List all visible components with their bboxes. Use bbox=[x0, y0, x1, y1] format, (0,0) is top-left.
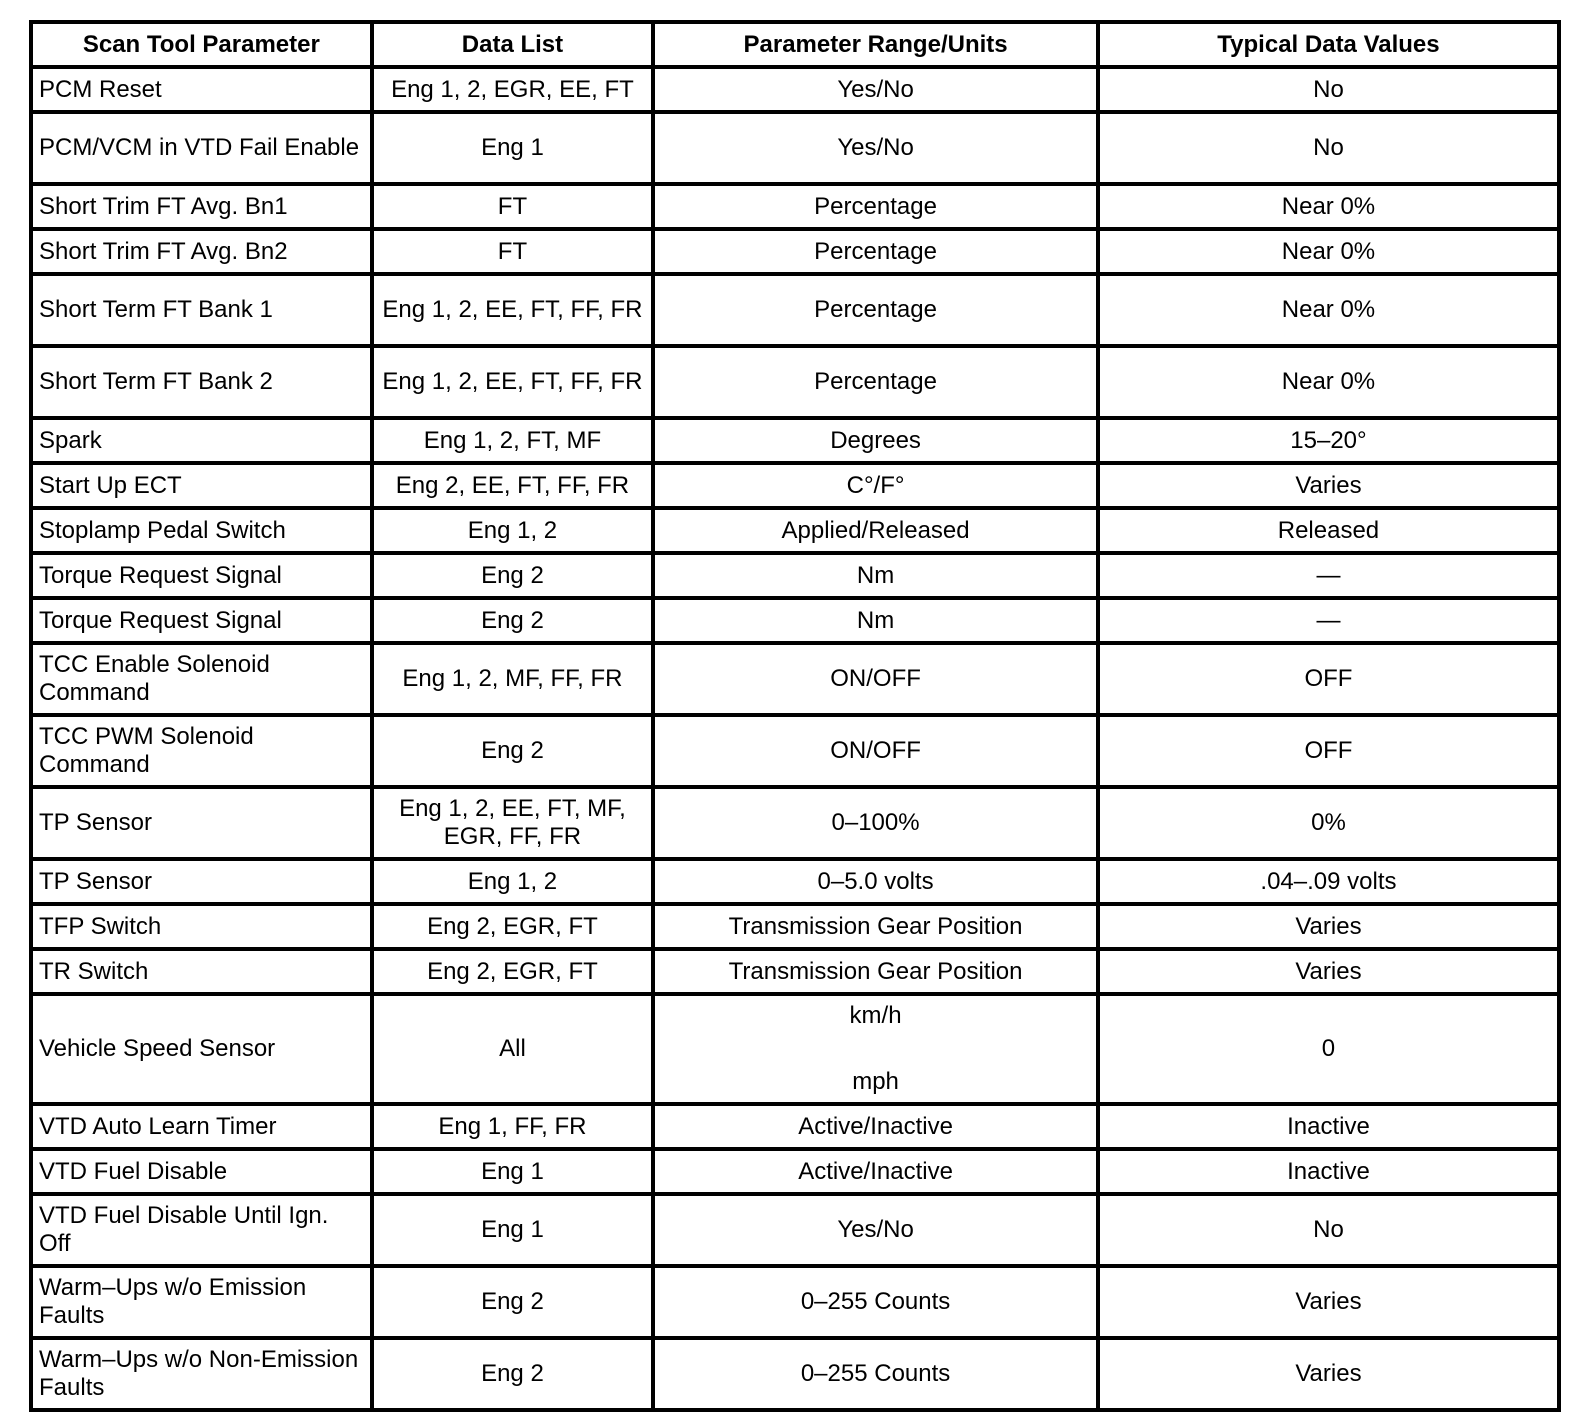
cell-range: 0–255 Counts bbox=[653, 1338, 1098, 1410]
header-data-list: Data List bbox=[372, 22, 654, 67]
cell-range: Yes/No bbox=[653, 1194, 1098, 1266]
cell-data-list: Eng 2 bbox=[372, 598, 654, 643]
cell-data-list: All bbox=[372, 994, 654, 1104]
table-row bbox=[31, 112, 1559, 184]
cell-typical: Inactive bbox=[1098, 1149, 1559, 1194]
cell-range: 0–100% bbox=[653, 787, 1098, 859]
cell-range: Percentage bbox=[653, 274, 1098, 346]
cell-typical: 0% bbox=[1098, 787, 1559, 859]
cell-parameter: Short Term FT Bank 1 bbox=[31, 274, 372, 346]
cell-range: ON/OFF bbox=[653, 715, 1098, 787]
cell-data-list: Eng 1, 2, EGR, EE, FT bbox=[372, 67, 654, 112]
cell-data-list: Eng 1, 2, MF, FF, FR bbox=[372, 643, 654, 715]
table-row bbox=[31, 418, 1559, 463]
cell-range: Percentage bbox=[653, 229, 1098, 274]
cell-parameter: TP Sensor bbox=[31, 787, 372, 859]
cell-typical: Near 0% bbox=[1098, 274, 1559, 346]
cell-parameter: Start Up ECT bbox=[31, 463, 372, 508]
cell-range: ON/OFF bbox=[653, 643, 1098, 715]
table-row bbox=[31, 715, 1559, 787]
cell-typical: No bbox=[1098, 67, 1559, 112]
cell-range: Nm bbox=[653, 553, 1098, 598]
table-row bbox=[31, 508, 1559, 553]
cell-range: Percentage bbox=[653, 346, 1098, 418]
cell-range bbox=[653, 994, 1098, 1104]
cell-data-list: Eng 1, 2, EE, FT, MF, EGR, FF, FR bbox=[372, 787, 654, 859]
cell-range: Applied/Released bbox=[653, 508, 1098, 553]
table-row bbox=[31, 463, 1559, 508]
cell-parameter: Torque Request Signal bbox=[31, 553, 372, 598]
table-row bbox=[31, 643, 1559, 715]
cell-typical: OFF bbox=[1098, 715, 1559, 787]
table-row bbox=[31, 859, 1559, 904]
cell-range: 0–5.0 volts bbox=[653, 859, 1098, 904]
cell-data-list: Eng 1, 2, EE, FT, FF, FR bbox=[372, 346, 654, 418]
cell-range: Transmission Gear Position bbox=[653, 949, 1098, 994]
cell-typical: Varies bbox=[1098, 463, 1559, 508]
cell-parameter: Warm–Ups w/o Emission Faults bbox=[31, 1266, 372, 1338]
header-parameter: Scan Tool Parameter bbox=[31, 22, 372, 67]
cell-typical: Varies bbox=[1098, 1266, 1559, 1338]
cell-parameter: PCM/VCM in VTD Fail Enable bbox=[31, 112, 372, 184]
cell-parameter: Short Trim FT Avg. Bn2 bbox=[31, 229, 372, 274]
table-row bbox=[31, 346, 1559, 418]
cell-range: Yes/No bbox=[653, 67, 1098, 112]
cell-range: C°/F° bbox=[653, 463, 1098, 508]
cell-data-list: FT bbox=[372, 229, 654, 274]
header-typical-values: Typical Data Values bbox=[1098, 22, 1559, 67]
cell-parameter: Torque Request Signal bbox=[31, 598, 372, 643]
cell-typical: Near 0% bbox=[1098, 184, 1559, 229]
cell-range: Transmission Gear Position bbox=[653, 904, 1098, 949]
cell-typical: — bbox=[1098, 598, 1559, 643]
cell-typical: 0 bbox=[1098, 994, 1559, 1104]
cell-parameter: VTD Fuel Disable Until Ign. Off bbox=[31, 1194, 372, 1266]
table-row bbox=[31, 553, 1559, 598]
cell-data-list: Eng 2 bbox=[372, 715, 654, 787]
cell-data-list: Eng 1, 2, EE, FT, FF, FR bbox=[372, 274, 654, 346]
cell-typical: No bbox=[1098, 1194, 1559, 1266]
cell-data-list: Eng 2 bbox=[372, 553, 654, 598]
cell-range: 0–255 Counts bbox=[653, 1266, 1098, 1338]
range-line-2: mph bbox=[852, 1068, 899, 1095]
cell-parameter: Short Term FT Bank 2 bbox=[31, 346, 372, 418]
cell-data-list: Eng 2 bbox=[372, 1266, 654, 1338]
cell-parameter: Short Trim FT Avg. Bn1 bbox=[31, 184, 372, 229]
cell-data-list: Eng 1, 2 bbox=[372, 859, 654, 904]
cell-parameter: VTD Auto Learn Timer bbox=[31, 1104, 372, 1149]
cell-typical: Near 0% bbox=[1098, 346, 1559, 418]
cell-typical: Near 0% bbox=[1098, 229, 1559, 274]
cell-data-list: Eng 1 bbox=[372, 112, 654, 184]
table-row bbox=[31, 598, 1559, 643]
cell-data-list: Eng 1 bbox=[372, 1194, 654, 1266]
table-row bbox=[31, 904, 1559, 949]
cell-range: Active/Inactive bbox=[653, 1149, 1098, 1194]
range-gap bbox=[661, 1030, 1090, 1068]
table-row bbox=[31, 1149, 1559, 1194]
table-row bbox=[31, 1104, 1559, 1149]
table-row bbox=[31, 1266, 1559, 1338]
cell-range: Degrees bbox=[653, 418, 1098, 463]
cell-parameter: PCM Reset bbox=[31, 67, 372, 112]
cell-parameter: TP Sensor bbox=[31, 859, 372, 904]
scan-tool-parameter-table bbox=[29, 20, 1561, 1412]
table-row bbox=[31, 229, 1559, 274]
cell-typical: — bbox=[1098, 553, 1559, 598]
cell-range: Active/Inactive bbox=[653, 1104, 1098, 1149]
table-row bbox=[31, 274, 1559, 346]
cell-typical: No bbox=[1098, 112, 1559, 184]
header-range-units: Parameter Range/Units bbox=[653, 22, 1098, 67]
range-line-1: km/h bbox=[849, 1002, 902, 1029]
table-row bbox=[31, 67, 1559, 112]
table-row bbox=[31, 949, 1559, 994]
cell-parameter: TCC Enable Solenoid Command bbox=[31, 643, 372, 715]
cell-data-list: Eng 2 bbox=[372, 1338, 654, 1410]
table-row bbox=[31, 787, 1559, 859]
cell-data-list: Eng 2, EE, FT, FF, FR bbox=[372, 463, 654, 508]
cell-range: Yes/No bbox=[653, 112, 1098, 184]
cell-typical: Varies bbox=[1098, 1338, 1559, 1410]
cell-parameter: VTD Fuel Disable bbox=[31, 1149, 372, 1194]
table-row bbox=[31, 184, 1559, 229]
cell-range: Nm bbox=[653, 598, 1098, 643]
cell-data-list: Eng 1, 2, FT, MF bbox=[372, 418, 654, 463]
cell-typical: Released bbox=[1098, 508, 1559, 553]
table-row bbox=[31, 994, 1559, 1104]
header-row bbox=[31, 22, 1559, 67]
cell-typical: 15–20° bbox=[1098, 418, 1559, 463]
cell-data-list: Eng 2, EGR, FT bbox=[372, 949, 654, 994]
cell-typical: .04–.09 volts bbox=[1098, 859, 1559, 904]
cell-parameter: TR Switch bbox=[31, 949, 372, 994]
cell-typical: Varies bbox=[1098, 904, 1559, 949]
cell-parameter: Stoplamp Pedal Switch bbox=[31, 508, 372, 553]
cell-data-list: Eng 2, EGR, FT bbox=[372, 904, 654, 949]
cell-parameter: TCC PWM Solenoid Command bbox=[31, 715, 372, 787]
cell-data-list: Eng 1 bbox=[372, 1149, 654, 1194]
cell-parameter: Spark bbox=[31, 418, 372, 463]
cell-parameter: Warm–Ups w/o Non-Emission Faults bbox=[31, 1338, 372, 1410]
cell-typical: OFF bbox=[1098, 643, 1559, 715]
cell-data-list: Eng 1, FF, FR bbox=[372, 1104, 654, 1149]
table-row bbox=[31, 1194, 1559, 1266]
table-row bbox=[31, 1338, 1559, 1410]
cell-data-list: Eng 1, 2 bbox=[372, 508, 654, 553]
cell-parameter: Vehicle Speed Sensor bbox=[31, 994, 372, 1104]
cell-range: Percentage bbox=[653, 184, 1098, 229]
cell-parameter: TFP Switch bbox=[31, 904, 372, 949]
cell-data-list: FT bbox=[372, 184, 654, 229]
cell-typical: Varies bbox=[1098, 949, 1559, 994]
cell-typical: Inactive bbox=[1098, 1104, 1559, 1149]
